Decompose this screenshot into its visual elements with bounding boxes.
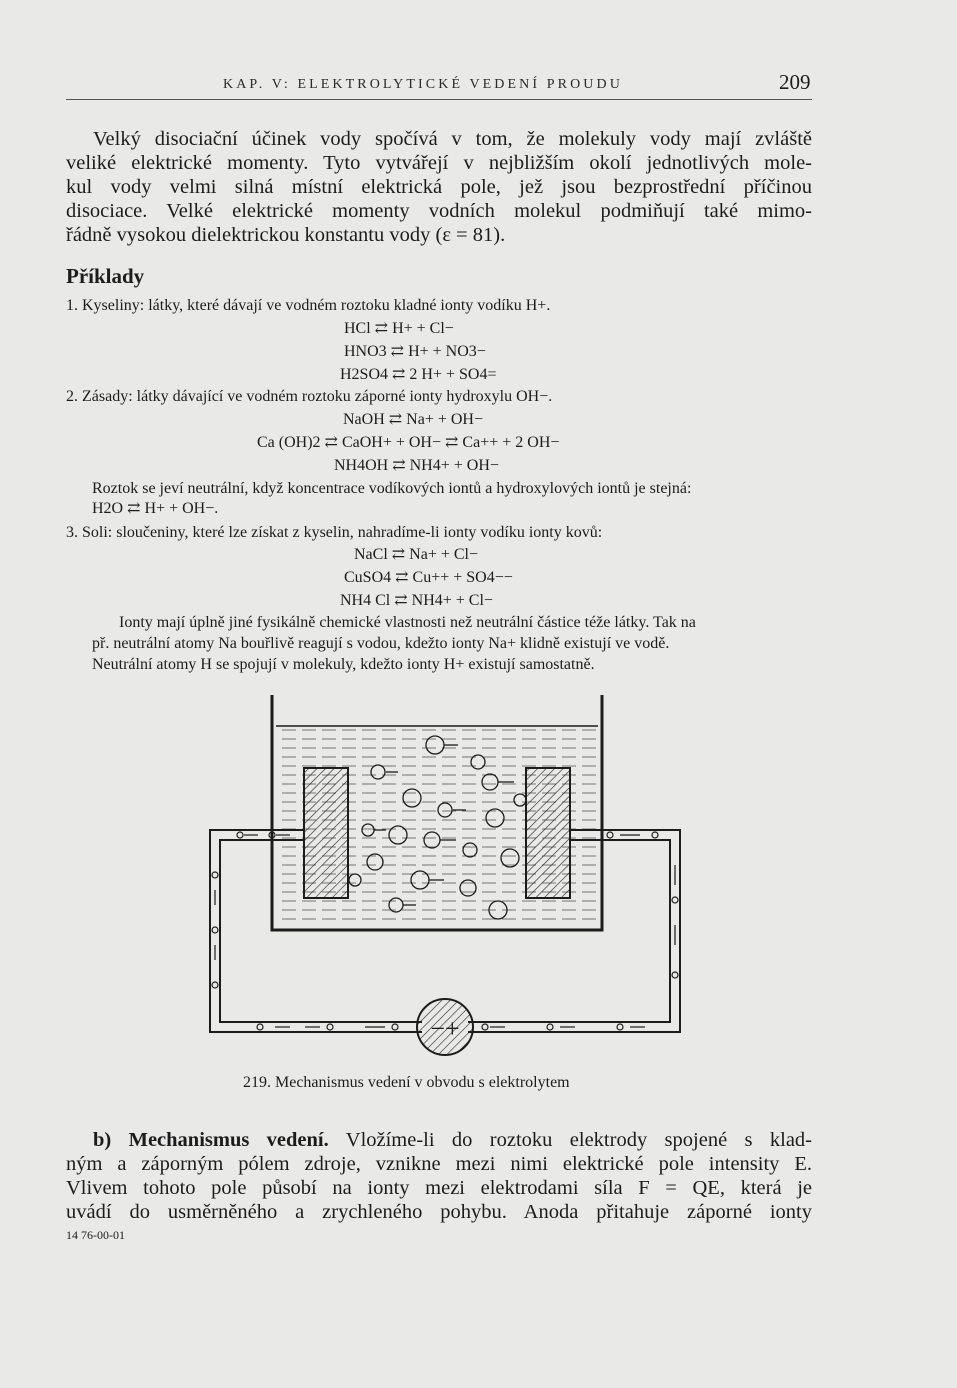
- mechanism-line-text: Vložíme-li do roztoku elektrody spojené s klad-: [328, 1129, 812, 1151]
- mechanism-heading: b) Mechanismus vedení.: [93, 1129, 329, 1151]
- ions-note-line: př. neutrální atomy Na bouřlivě reagují s vodou, kdežto ionty Na+ klidně existují ve vodě.: [92, 635, 670, 652]
- item-acids: 1. Kyseliny: látky, které dávají ve vodném roztoku kladné ionty vodíku H+.: [66, 297, 551, 314]
- eq-salt-1: NaCl ⇄ Na+ + Cl−: [354, 546, 479, 563]
- eq-base-2: Ca (OH)2 ⇄ CaOH+ + OH− ⇄ Ca++ + 2 OH−: [257, 434, 560, 451]
- eq-base-3: NH4OH ⇄ NH4+ + OH−: [334, 457, 499, 474]
- eq-base-1: NaOH ⇄ Na+ + OH−: [343, 411, 484, 428]
- item-salts: 3. Soli: sloučeniny, které lze získat z kyselin, nahradíme-li ionty vodíku ionty kovů:: [66, 524, 603, 541]
- eq-water: H2O ⇄ H+ + OH−.: [92, 500, 219, 517]
- electrolyte-circuit-figure: [200, 690, 690, 1060]
- mechanism-line: uvádí do usměrněného a zrychleného pohybu. Anoda přitahuje záporné ionty: [66, 1201, 812, 1223]
- mechanism-line: Vlivem tohoto pole působí na ionty mezi elektrodami síla F = QE, která je: [66, 1177, 812, 1199]
- cathode-electrode: [304, 768, 348, 898]
- intro-line: kul vody velmi silná místní elektrická pole, jež jsou bezprostřední příčinou: [66, 176, 812, 198]
- source-polarity: −+: [430, 1014, 460, 1043]
- eq-acid-3: H2SO4 ⇄ 2 H+ + SO4=: [340, 366, 497, 383]
- eq-salt-2: CuSO4 ⇄ Cu++ + SO4−−: [344, 569, 513, 586]
- intro-line: veliké elektrické momenty. Tyto vytvářejí v nejbližším okolí jednotlivých mole-: [66, 152, 812, 174]
- running-header: KAP. V: ELEKTROLYTICKÉ VEDENÍ PROUDU: [223, 77, 623, 92]
- mechanism-line: ným a záporným pólem zdroje, vznikne mezi nimi elektrické pole intensity E.: [66, 1153, 812, 1175]
- item-bases: 2. Zásady: látky dávající ve vodném roztoku záporné ionty hydroxylu OH−.: [66, 388, 553, 405]
- examples-heading: Příklady: [66, 264, 145, 288]
- header-rule: [66, 99, 812, 100]
- intro-paragraph: [66, 127, 812, 247]
- mechanism-paragraph: [66, 1128, 812, 1224]
- ions-note: [92, 612, 812, 675]
- eq-salt-3: NH4 Cl ⇄ NH4+ + Cl−: [340, 592, 493, 609]
- neutral-note: Roztok se jeví neutrální, když koncentrace vodíkových iontů a hydroxylových iontů je stejná:: [92, 480, 692, 497]
- figure-caption: 219. Mechanismus vedení v obvodu s elektrolytem: [243, 1074, 570, 1091]
- intro-line: disociace. Velké elektrické momenty vodních molekul podmiňují také mimo-: [66, 200, 812, 222]
- intro-line: Velký disociační účinek vody spočívá v tom, že molekuly vody mají zvláště: [93, 128, 812, 150]
- ions-note-line: Neutrální atomy H se spojují v molekuly, kdežto ionty H+ existují samostatně.: [92, 656, 595, 673]
- intro-line: řádně vysokou dielektrickou konstantu vody (ε = 81).: [66, 224, 506, 246]
- mechanism-line: [66, 1128, 812, 1152]
- eq-acid-1: HCl ⇄ H+ + Cl−: [344, 320, 454, 337]
- page-number: 209: [779, 70, 811, 94]
- printer-signature: 14 76-00-01: [66, 1228, 125, 1242]
- ions-note-line: Ionty mají úplně jiné fysikálně chemické vlastnosti než neutrální částice téže látky. Tak na: [119, 614, 696, 631]
- anode-electrode: [526, 768, 570, 898]
- eq-acid-2: HNO3 ⇄ H+ + NO3−: [344, 343, 486, 360]
